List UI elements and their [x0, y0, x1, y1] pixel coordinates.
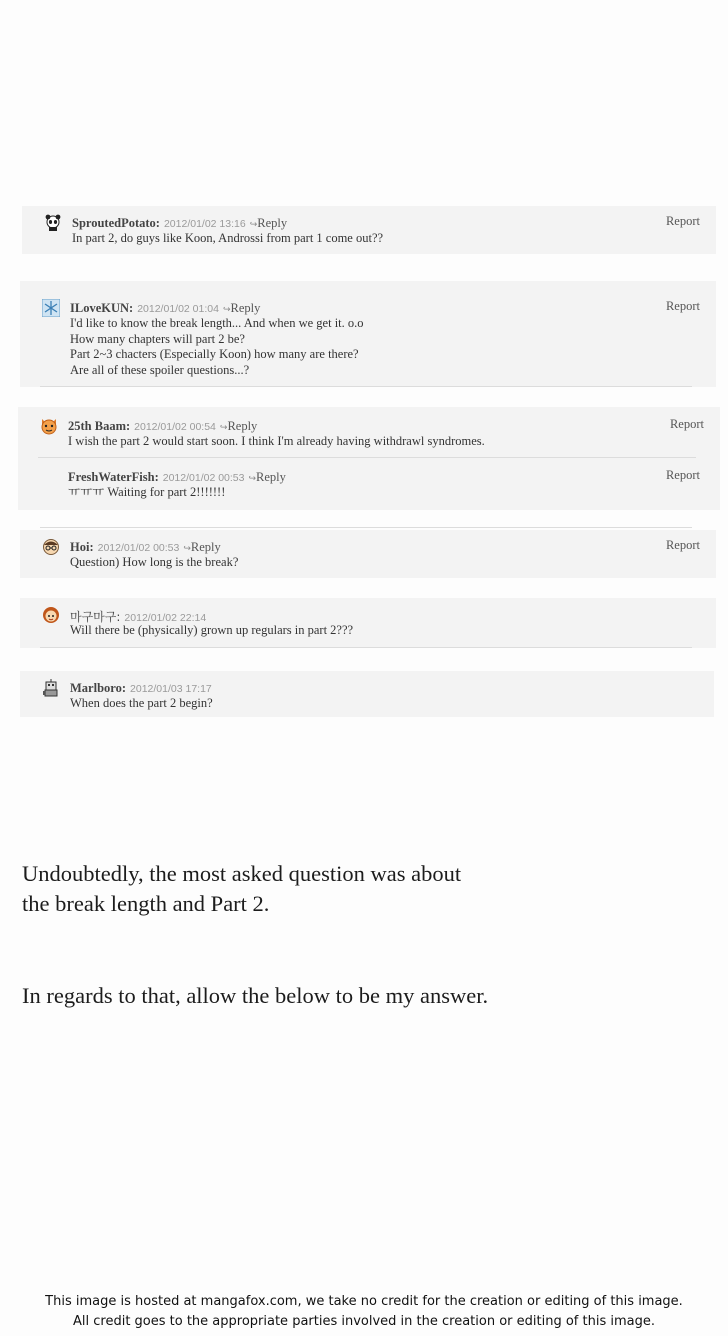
reply-arrow-icon: ↪ [222, 305, 231, 315]
comment-block-5 [20, 598, 716, 648]
reply-arrow-icon: ↪ [183, 544, 191, 554]
comment-item [20, 299, 716, 381]
section-divider [40, 527, 692, 528]
comment-author[interactable]: FreshWaterFish: [68, 470, 159, 484]
comment-item [20, 606, 716, 642]
reply-label: Reply [227, 419, 258, 433]
comment-block-2 [20, 281, 716, 387]
report-link[interactable]: Report [669, 417, 704, 431]
comment-item [20, 679, 714, 715]
reply-label: Reply [230, 301, 261, 315]
comment-date: 2012/01/02 00:53 [97, 542, 180, 554]
comment-date: 2012/01/02 00:53 [162, 472, 245, 484]
comment-meta [72, 216, 287, 231]
cat-avatar-icon[interactable] [40, 417, 58, 435]
comment-meta [70, 301, 260, 316]
comment-author[interactable]: SproutedPotato: [72, 216, 160, 230]
comment-divider [38, 457, 696, 458]
comment-author[interactable]: Hoi: [70, 540, 94, 554]
comment-divider [40, 386, 692, 387]
glasses-face-avatar-icon[interactable] [42, 538, 60, 556]
credit-line-2: All credit goes to the appropriate parties involved in the creation or editing of this image. [73, 1314, 655, 1329]
report-link[interactable]: Report [665, 299, 700, 313]
comment-date: 2012/01/02 00:54 [134, 421, 216, 433]
comment-date: 2012/01/02 01:04 [137, 303, 219, 315]
comment-date: 2012/01/02 22:14 [124, 612, 207, 624]
comment-author[interactable]: Marlboro: [70, 681, 127, 695]
robot-avatar-icon[interactable] [42, 679, 60, 697]
credit-line-1: This image is hosted at mangafox.com, we take no credit for the creation or editing of this image. [45, 1294, 683, 1309]
comment-item [22, 214, 716, 250]
reply-link[interactable] [250, 216, 287, 230]
report-link[interactable]: Report [665, 214, 700, 228]
reply-link[interactable] [248, 470, 285, 484]
comment-block-1 [22, 206, 716, 254]
comment-meta [68, 419, 257, 434]
report-link[interactable]: Report [665, 468, 700, 482]
comment-block-4 [20, 530, 716, 578]
comment-divider [40, 647, 692, 648]
comment-meta [70, 681, 212, 696]
narration-line-3: In regards to that, allow the below to be my answer. [22, 983, 489, 1008]
comment-item [18, 417, 720, 453]
comment-body: I'd like to know the break length... And when we get it. o.o How many chapters will part 2 be? Part 2~3 chacters (Especially Koon) how many are there? Are all of these spoiler questions...? [70, 316, 364, 377]
comment-author[interactable]: ILoveKUN: [70, 301, 134, 315]
comment-item [20, 538, 716, 574]
reply-label: Reply [190, 540, 221, 554]
girl-face-avatar-icon[interactable] [42, 606, 60, 624]
comment-body: I wish the part 2 would start soon. I think I'm already having withdrawl syndromes. [68, 434, 485, 448]
panda-avatar-icon[interactable] [44, 214, 62, 232]
reply-link[interactable] [183, 540, 220, 554]
comment-date: 2012/01/03 17:17 [130, 683, 212, 695]
comment-body: When does the part 2 begin? [70, 696, 213, 710]
comment-author[interactable]: 마구마구: [70, 610, 121, 624]
reply-arrow-icon: ↪ [249, 220, 258, 230]
snowflake-avatar-icon[interactable] [42, 299, 60, 317]
comment-meta [68, 470, 286, 485]
comment-block-6 [20, 671, 714, 717]
reply-label: Reply [256, 470, 286, 484]
comment-body: ㅠㅠㅠ Waiting for part 2!!!!!!! [68, 485, 226, 499]
reply-label: Reply [257, 216, 288, 230]
narration-line-1: Undoubtedly, the most asked question was about [22, 861, 462, 886]
reply-link[interactable] [220, 419, 257, 433]
report-link[interactable]: Report [665, 538, 700, 552]
reply-link[interactable] [223, 301, 260, 315]
comment-author[interactable]: 25th Baam: [68, 419, 131, 433]
comment-body: Will there be (physically) grown up regulars in part 2??? [70, 623, 354, 637]
narration-line-2: the break length and Part 2. [22, 891, 270, 916]
reply-arrow-icon: ↪ [219, 423, 228, 433]
comment-body: In part 2, do guys like Koon, Androssi from part 1 come out?? [72, 231, 384, 245]
comment-meta [70, 540, 221, 555]
comment-body: Question) How long is the break? [70, 555, 239, 569]
comment-block-3 [18, 407, 720, 510]
reply-arrow-icon: ↪ [248, 474, 257, 484]
comment-item [18, 468, 720, 504]
comment-date: 2012/01/02 13:16 [163, 218, 246, 230]
